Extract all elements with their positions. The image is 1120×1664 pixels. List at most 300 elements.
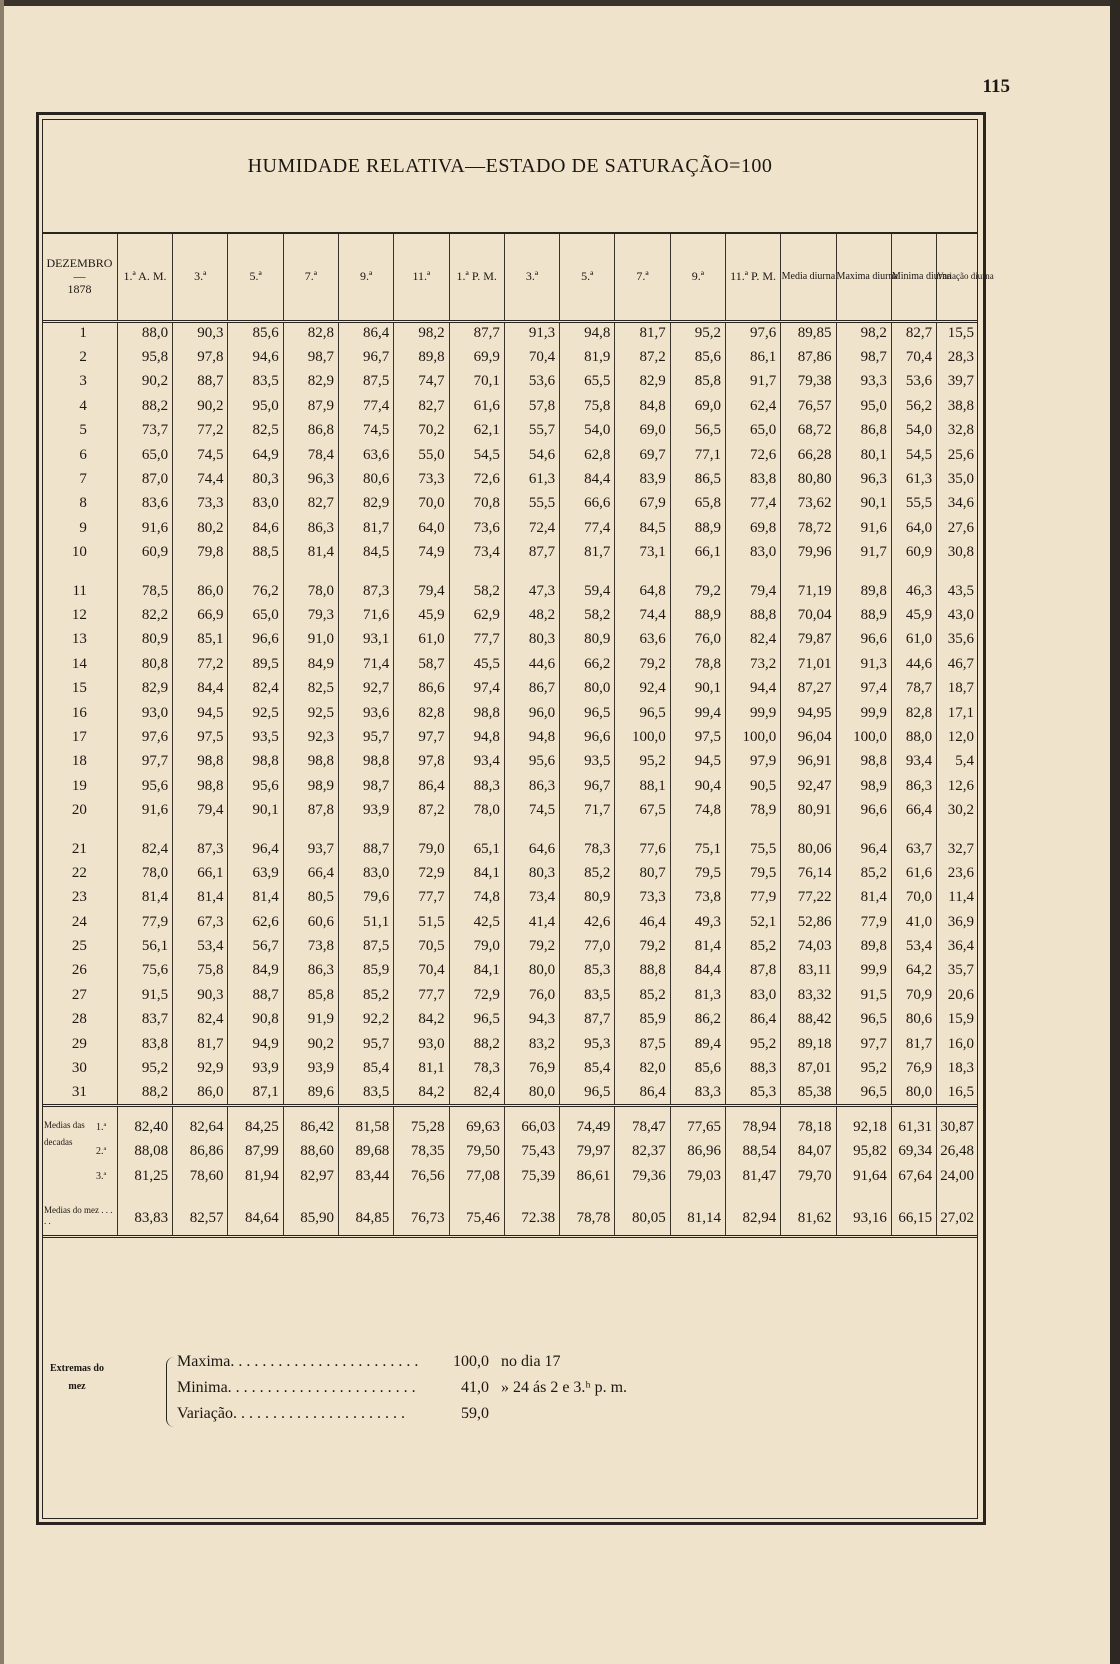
col-header: 3.ª: [504, 233, 559, 321]
day-cell: 19: [71, 777, 87, 794]
table-row: [42, 394, 978, 418]
value-cell: 85,2: [725, 934, 780, 958]
value-cell: 51,1: [339, 910, 394, 934]
value-cell: 91,5: [117, 983, 172, 1007]
value-cell: 69,63: [449, 1115, 504, 1139]
value-cell: 84,4: [670, 959, 725, 983]
spacer-cell: [615, 565, 670, 579]
value-cell: 98,9: [836, 774, 891, 798]
value-cell: 51,5: [394, 910, 449, 934]
value-cell: 96,5: [560, 701, 615, 725]
value-cell: 88,3: [449, 774, 504, 798]
value-cell: 88,5: [228, 541, 283, 565]
col-header: 5.ª: [560, 233, 615, 321]
value-cell: 80,3: [504, 628, 559, 652]
value-cell: 74,5: [339, 419, 394, 443]
value-cell: 73,1: [615, 541, 670, 565]
value-cell: 70,2: [394, 419, 449, 443]
spacer-cell: [449, 823, 504, 837]
value-cell: 99,9: [836, 701, 891, 725]
value-cell: 96,3: [836, 467, 891, 491]
value-cell: 93,3: [836, 370, 891, 394]
value-cell: 55,7: [504, 419, 559, 443]
value-cell: 86,3: [891, 774, 936, 798]
value-cell: 74,03: [781, 934, 836, 958]
value-cell: 85,2: [339, 983, 394, 1007]
table-row: [42, 1032, 978, 1056]
value-cell: 80,9: [560, 886, 615, 910]
value-cell: 92,5: [228, 701, 283, 725]
value-cell: 77,9: [117, 910, 172, 934]
value-cell: 91,6: [117, 798, 172, 822]
value-cell: 96,4: [836, 837, 891, 861]
value-cell: 85,6: [670, 1056, 725, 1080]
day-cell: 18: [71, 753, 87, 770]
value-cell: 85,2: [615, 983, 670, 1007]
value-cell: 81,4: [670, 934, 725, 958]
value-cell: 73,2: [725, 652, 780, 676]
value-cell: 66,6: [560, 492, 615, 516]
day-cell: 15: [71, 680, 87, 697]
value-cell: 77,4: [725, 492, 780, 516]
value-cell: 95,2: [725, 1032, 780, 1056]
value-cell: 71,6: [339, 603, 394, 627]
spacer-row: [42, 823, 978, 837]
value-cell: 83,44: [339, 1164, 394, 1188]
value-cell: 83,0: [228, 492, 283, 516]
value-cell: 80,06: [781, 837, 836, 861]
value-cell: 62,8: [560, 443, 615, 467]
value-cell: 86,96: [670, 1140, 725, 1164]
value-cell: 75,6: [117, 959, 172, 983]
value-cell: 83,2: [504, 1032, 559, 1056]
value-cell: 79,38: [781, 370, 836, 394]
value-cell: 83,8: [117, 1032, 172, 1056]
value-cell: 93,6: [339, 701, 394, 725]
value-cell: 28,3: [937, 345, 978, 369]
value-cell: 81,14: [670, 1188, 725, 1236]
spacer-cell: [670, 565, 725, 579]
value-cell: 88,54: [725, 1140, 780, 1164]
day-cell: 24: [71, 913, 87, 930]
value-cell: 82,8: [283, 321, 338, 345]
value-cell: 17,1: [937, 701, 978, 725]
value-cell: 85,8: [283, 983, 338, 1007]
spacer-cell: [781, 565, 836, 579]
value-cell: 11,4: [937, 886, 978, 910]
day-cell: 11: [72, 582, 87, 599]
value-cell: 56,5: [670, 419, 725, 443]
value-cell: 73,4: [449, 541, 504, 565]
value-cell: 71,19: [781, 579, 836, 603]
spacer-cell: [781, 1105, 836, 1115]
value-cell: 64,2: [891, 959, 936, 983]
value-cell: 99,9: [725, 701, 780, 725]
value-cell: 84,4: [173, 676, 228, 700]
value-cell: 74,49: [560, 1115, 615, 1139]
table-row: [42, 676, 978, 700]
value-cell: 86,3: [504, 774, 559, 798]
value-cell: 34,6: [937, 492, 978, 516]
value-cell: 75,5: [725, 837, 780, 861]
value-cell: 60,6: [283, 910, 338, 934]
value-cell: 96,5: [449, 1008, 504, 1032]
value-cell: 56,1: [117, 934, 172, 958]
value-cell: 86,4: [339, 321, 394, 345]
decada-label-cell: [42, 1164, 117, 1188]
spacer-cell: [560, 823, 615, 837]
value-cell: 85,9: [615, 1008, 670, 1032]
value-cell: 74,9: [394, 541, 449, 565]
value-cell: 60,9: [891, 541, 936, 565]
value-cell: 86,61: [560, 1164, 615, 1188]
spacer-cell: [836, 823, 891, 837]
value-cell: 53,6: [504, 370, 559, 394]
day-cell: 17: [71, 728, 87, 745]
spacer-cell: [117, 823, 172, 837]
value-cell: 30,2: [937, 798, 978, 822]
value-cell: 54,0: [560, 419, 615, 443]
table-row: [42, 345, 978, 369]
table-row: [42, 467, 978, 491]
value-cell: 88,0: [891, 725, 936, 749]
extremas-block: [42, 1345, 978, 1445]
value-cell: 87,1: [228, 1081, 283, 1105]
value-cell: 86,5: [670, 467, 725, 491]
table-row: [42, 983, 978, 1007]
value-cell: 39,7: [937, 370, 978, 394]
value-cell: 82,4: [117, 837, 172, 861]
value-cell: 63,9: [228, 861, 283, 885]
value-cell: 87,7: [560, 1008, 615, 1032]
value-cell: 87,2: [615, 345, 670, 369]
value-cell: 89,6: [283, 1081, 338, 1105]
value-cell: 75,28: [394, 1115, 449, 1139]
spacer-cell: [339, 565, 394, 579]
value-cell: 65,1: [449, 837, 504, 861]
value-cell: 77,22: [781, 886, 836, 910]
value-cell: 95,6: [504, 750, 559, 774]
value-cell: 46,4: [615, 910, 670, 934]
value-cell: 42,6: [560, 910, 615, 934]
value-cell: 84,2: [394, 1081, 449, 1105]
value-cell: 64,0: [394, 516, 449, 540]
value-cell: 85,6: [228, 321, 283, 345]
value-cell: 83,5: [560, 983, 615, 1007]
spacer-cell: [937, 823, 978, 837]
value-cell: 84,9: [228, 959, 283, 983]
brace: [166, 1357, 177, 1427]
value-cell: 67,9: [615, 492, 670, 516]
mes-row: [42, 1188, 978, 1236]
value-cell: 88,8: [725, 603, 780, 627]
value-cell: 84,2: [394, 1008, 449, 1032]
col-header: 11.ª: [394, 233, 449, 321]
value-cell: 95,2: [836, 1056, 891, 1080]
table-row: [42, 652, 978, 676]
value-cell: 61,6: [449, 394, 504, 418]
value-cell: 96,5: [836, 1081, 891, 1105]
col-header: 9.ª: [339, 233, 394, 321]
value-cell: 77,2: [173, 652, 228, 676]
value-cell: 89,8: [836, 934, 891, 958]
value-cell: 92,3: [283, 725, 338, 749]
value-cell: 94,9: [228, 1032, 283, 1056]
value-cell: 95,8: [117, 345, 172, 369]
value-cell: 83,83: [117, 1188, 172, 1236]
value-cell: 18,3: [937, 1056, 978, 1080]
value-cell: 69,9: [449, 345, 504, 369]
value-cell: 90,3: [173, 983, 228, 1007]
value-cell: 83,0: [339, 861, 394, 885]
value-cell: 74,4: [173, 467, 228, 491]
value-cell: 72,6: [449, 467, 504, 491]
value-cell: 85,2: [560, 861, 615, 885]
value-cell: 100,0: [615, 725, 670, 749]
value-cell: 76,57: [781, 394, 836, 418]
spacer-row: [42, 565, 978, 579]
value-cell: 62,6: [228, 910, 283, 934]
value-cell: 73,3: [173, 492, 228, 516]
spacer-cell: [504, 565, 559, 579]
value-cell: 86,4: [394, 774, 449, 798]
value-cell: 70,1: [449, 370, 504, 394]
spacer-cell: [725, 1105, 780, 1115]
value-cell: 85,3: [725, 1081, 780, 1105]
table-row: [42, 725, 978, 749]
table-row: [42, 886, 978, 910]
value-cell: 78,78: [560, 1188, 615, 1236]
value-cell: 82,4: [173, 1008, 228, 1032]
value-cell: 77,4: [339, 394, 394, 418]
value-cell: 97,4: [449, 676, 504, 700]
value-cell: 78,47: [615, 1115, 670, 1139]
value-cell: 78,60: [173, 1164, 228, 1188]
value-cell: 80,3: [504, 861, 559, 885]
value-cell: 73,7: [117, 419, 172, 443]
value-cell: 93,4: [891, 750, 936, 774]
value-cell: 84,85: [339, 1188, 394, 1236]
value-cell: 88,9: [670, 603, 725, 627]
decada-row: [42, 1164, 978, 1188]
value-cell: 79,0: [449, 934, 504, 958]
left-edge: [0, 0, 4, 1664]
value-cell: 81,7: [615, 321, 670, 345]
value-cell: 38,8: [937, 394, 978, 418]
value-cell: 75,46: [449, 1188, 504, 1236]
day-cell: 28: [71, 1011, 87, 1028]
value-cell: 75,8: [560, 394, 615, 418]
value-cell: 96,6: [836, 628, 891, 652]
value-cell: 85,4: [560, 1056, 615, 1080]
table-row: [42, 603, 978, 627]
value-cell: 27,6: [937, 516, 978, 540]
value-cell: 87,5: [615, 1032, 670, 1056]
value-cell: 96,5: [836, 1008, 891, 1032]
value-cell: 78,3: [560, 837, 615, 861]
value-cell: 94,4: [725, 676, 780, 700]
table-row: [42, 370, 978, 394]
value-cell: 83,5: [339, 1081, 394, 1105]
value-cell: 95,2: [615, 750, 670, 774]
value-cell: 82,9: [283, 370, 338, 394]
value-cell: 90,1: [670, 676, 725, 700]
value-cell: 66,03: [504, 1115, 559, 1139]
value-cell: 91,7: [725, 370, 780, 394]
value-cell: 62,4: [725, 394, 780, 418]
value-cell: 88,9: [836, 603, 891, 627]
value-cell: 86,6: [394, 676, 449, 700]
value-cell: 80,05: [615, 1188, 670, 1236]
table-row: [42, 910, 978, 934]
value-cell: 95,7: [339, 725, 394, 749]
value-cell: 16,5: [937, 1081, 978, 1105]
value-cell: 78,94: [725, 1115, 780, 1139]
value-cell: 73,8: [670, 886, 725, 910]
table-row: [42, 934, 978, 958]
value-cell: 93,9: [228, 1056, 283, 1080]
value-cell: 93,9: [339, 798, 394, 822]
value-cell: 92,7: [339, 676, 394, 700]
value-cell: 96,91: [781, 750, 836, 774]
value-cell: 96,6: [836, 798, 891, 822]
value-cell: 36,4: [937, 934, 978, 958]
value-cell: 82,8: [394, 701, 449, 725]
value-cell: 80,6: [339, 467, 394, 491]
col-header: 9.ª: [670, 233, 725, 321]
value-cell: 93,5: [560, 750, 615, 774]
value-cell: 97,5: [173, 725, 228, 749]
spacer-cell: [937, 565, 978, 579]
value-cell: 84,1: [449, 959, 504, 983]
value-cell: 81,58: [339, 1115, 394, 1139]
value-cell: 87,7: [504, 541, 559, 565]
value-cell: 84,64: [228, 1188, 283, 1236]
value-cell: 48,2: [504, 603, 559, 627]
value-cell: 74,8: [449, 886, 504, 910]
value-cell: 87,0: [117, 467, 172, 491]
value-cell: 82,57: [173, 1188, 228, 1236]
value-cell: 90,8: [228, 1008, 283, 1032]
spacer-cell: [228, 565, 283, 579]
day-cell: 26: [71, 962, 87, 979]
spacer-cell: [725, 565, 780, 579]
value-cell: 75,8: [173, 959, 228, 983]
value-cell: 45,9: [394, 603, 449, 627]
value-cell: 78,0: [449, 798, 504, 822]
value-cell: 87,8: [725, 959, 780, 983]
decada-label-cell: [42, 1115, 117, 1148]
value-cell: 82,40: [117, 1115, 172, 1139]
spacer-cell: [836, 1105, 891, 1115]
value-cell: 80,80: [781, 467, 836, 491]
value-cell: 86,8: [283, 419, 338, 443]
value-cell: 74,5: [173, 443, 228, 467]
value-cell: 90,3: [173, 321, 228, 345]
value-cell: 82,9: [339, 492, 394, 516]
value-cell: 78,18: [781, 1115, 836, 1139]
right-edge: [1110, 0, 1120, 1664]
value-cell: 81,7: [891, 1032, 936, 1056]
spacer-cell: [228, 1105, 283, 1115]
value-cell: 95,0: [836, 394, 891, 418]
value-cell: 70,9: [891, 983, 936, 1007]
value-cell: 91,7: [836, 541, 891, 565]
value-cell: 91,9: [283, 1008, 338, 1032]
col-header: Variação diurna: [937, 233, 978, 321]
extremas-key: Maxima. . . . . . . . . . . . . . . . . . . . . . . .: [177, 1353, 419, 1370]
value-cell: 88,1: [615, 774, 670, 798]
value-cell: 70,0: [394, 492, 449, 516]
value-cell: 89,4: [670, 1032, 725, 1056]
value-cell: 80,0: [504, 959, 559, 983]
extremas-note: no dia 17: [501, 1353, 561, 1370]
value-cell: 84,1: [449, 861, 504, 885]
value-cell: 81,7: [173, 1032, 228, 1056]
value-cell: 41,0: [891, 910, 936, 934]
value-cell: 84,9: [283, 652, 338, 676]
value-cell: 77,1: [670, 443, 725, 467]
spacer-cell: [670, 1105, 725, 1115]
value-cell: 95,82: [836, 1140, 891, 1164]
value-cell: 99,4: [670, 701, 725, 725]
value-cell: 52,1: [725, 910, 780, 934]
value-cell: 86,86: [173, 1140, 228, 1164]
value-cell: 69,0: [670, 394, 725, 418]
value-cell: 76,14: [781, 861, 836, 885]
value-cell: 92,2: [339, 1008, 394, 1032]
page-number: 115: [982, 76, 1010, 97]
value-cell: 79,2: [504, 934, 559, 958]
value-cell: 79,70: [781, 1164, 836, 1188]
value-cell: 61,3: [891, 467, 936, 491]
value-cell: 89,5: [228, 652, 283, 676]
value-cell: 88,0: [117, 321, 172, 345]
value-cell: 66,15: [891, 1188, 936, 1236]
table-row: [42, 321, 978, 345]
table-row: [42, 1056, 978, 1080]
col-header: 7.ª: [283, 233, 338, 321]
spacer-cell: [394, 1105, 449, 1115]
value-cell: 47,3: [504, 579, 559, 603]
col-header: Minima diurna: [891, 233, 936, 321]
decadas-rows: [42, 1105, 978, 1188]
value-cell: 58,7: [394, 652, 449, 676]
spacer-cell: [615, 823, 670, 837]
value-cell: 81,7: [339, 516, 394, 540]
value-cell: 80,8: [117, 652, 172, 676]
extremas-note: » 24 ás 2 e 3.ʰ p. m.: [501, 1379, 628, 1396]
value-cell: 85,4: [339, 1056, 394, 1080]
value-cell: 81,4: [228, 886, 283, 910]
decada-row: [42, 1115, 978, 1139]
value-cell: 80,2: [173, 516, 228, 540]
value-cell: 12,6: [937, 774, 978, 798]
extremas-key: Minima. . . . . . . . . . . . . . . . . . . . . . . .: [177, 1379, 416, 1396]
value-cell: 56,2: [891, 394, 936, 418]
spacer-cell: [891, 823, 936, 837]
value-cell: 95,6: [228, 774, 283, 798]
value-cell: 64,0: [891, 516, 936, 540]
value-cell: 84,4: [560, 467, 615, 491]
value-cell: 79,87: [781, 628, 836, 652]
value-cell: 83,0: [725, 541, 780, 565]
day-cell: 30: [71, 1060, 87, 1077]
value-cell: 78,72: [781, 516, 836, 540]
year-label: 1878: [67, 282, 92, 297]
value-cell: 76,0: [670, 628, 725, 652]
value-cell: 82,5: [228, 419, 283, 443]
